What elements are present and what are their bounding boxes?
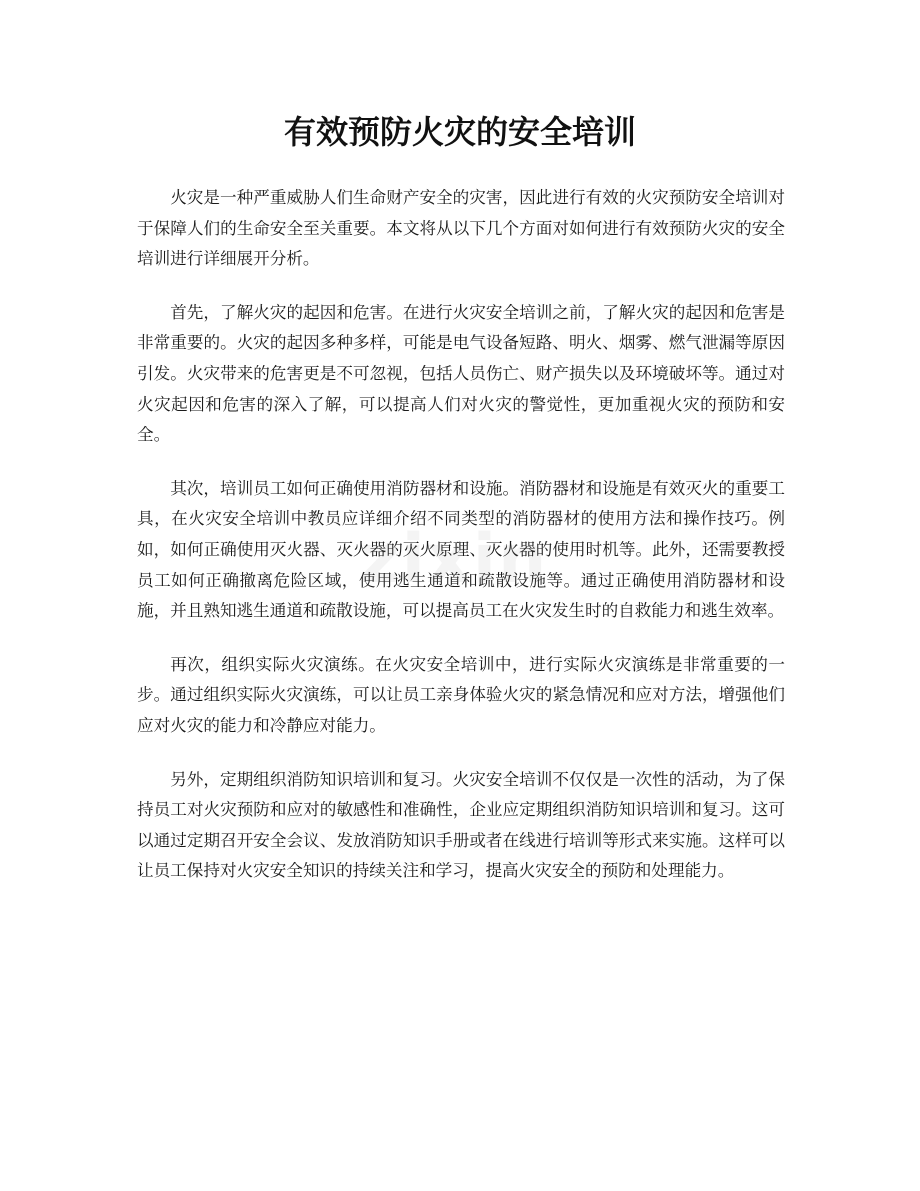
paragraph-intro: 火灾是一种严重威胁人们生命财产安全的灾害，因此进行有效的火灾预防安全培训对于保障人们的生命安全至关重要。本文将从以下几个方面对如何进行有效预防火灾的安全培训进行详细展开分析。 [137, 188, 785, 269]
watermark: zixin [360, 520, 549, 599]
paragraph-fire-drill: 再次，组织实际火灾演练。在火灾安全培训中，进行实际火灾演练是非常重要的一步。通过组织实际火灾演练，可以让员工亲身体验火灾的紧急情况和应对方法，增强他们应对火灾的能力和冷静应对能力。 [137, 654, 785, 735]
paragraph-causes-hazards: 首先，了解火灾的起因和危害。在进行火灾安全培训之前，了解火灾的起因和危害是非常重要的。火灾的起因多种多样，可能是电气设备短路、明火、烟雾、燃气泄漏等原因引发。火灾带来的危害更是不可忽视，包括人员伤亡、财产损失以及环境破坏等。通过对火灾起因和危害的深入了解，可以提高人们对火灾的警觉性，更加重视火灾的预防和安全。 [137, 302, 785, 445]
paragraph-equipment-training: 其次，培训员工如何正确使用消防器材和设施。消防器材和设施是有效灭火的重要工具，在火灾安全培训中教员应详细介绍不同类型的消防器材的使用方法和操作技巧。例如，如何正确使用灭火器、灭火器的灭火原理、灭火器的使用时机等。此外，还需要教授员工如何正确撤离危险区域，使用逃生通道和疏散设施等。通过正确使用消防器材和设施，并且熟知逃生通道和疏散设施，可以提高员工在火灾发生时的自救能力和逃生效率。 [137, 478, 785, 621]
paragraph-regular-training: 另外，定期组织消防知识培训和复习。火灾安全培训不仅仅是一次性的活动，为了保持员工对火灾预防和应对的敏感性和准确性，企业应定期组织消防知识培训和复习。这可以通过定期召开安全会议、发放消防知识手册或者在线进行培训等形式来实施。这样可以让员工保持对火灾安全知识的持续关注和学习，提高火灾安全的预防和处理能力。 [137, 769, 785, 881]
document-body [137, 183, 785, 910]
document-title: 有效预防火灾的安全培训 [283, 113, 636, 151]
